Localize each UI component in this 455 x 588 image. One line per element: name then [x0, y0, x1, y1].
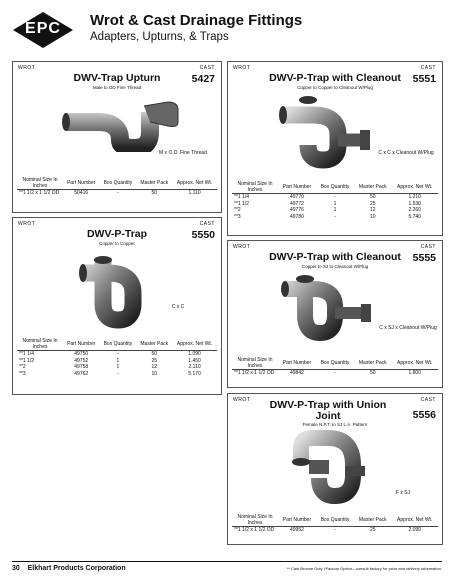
col-pack: Master Pack [140, 180, 169, 186]
col-box: Box Quantity [320, 184, 350, 190]
spec-table [17, 177, 217, 197]
cast-label: CAST [199, 65, 215, 71]
col-pack: Master Pack [358, 517, 387, 523]
col-wt: Approx. Net Wt. [176, 341, 213, 347]
product-description: Copper to SJ to Cleanout W/Plug [301, 264, 369, 269]
col-pack: Master Pack [358, 184, 387, 190]
p-trap-image [73, 248, 163, 330]
product-card-5550 [12, 217, 222, 395]
product-name: DWV-P-Trap with Cleanout [269, 251, 401, 263]
product-card-5555 [227, 240, 443, 388]
product-description: Copper to Copper to Cleanout W/Plug [297, 85, 373, 90]
wrot-label: WROT [18, 221, 36, 227]
product-card-5556 [227, 393, 443, 545]
col-box: Box Quantity [103, 341, 133, 347]
spec-table [17, 338, 217, 377]
col-wt: Approx. Net Wt. [397, 517, 433, 523]
col-part: Part Number [282, 517, 312, 523]
col-part: Part Number [282, 360, 312, 366]
footer-notes: ** Cast Bronze Only †Factory Option—consult factory for price and delivery information. [286, 566, 442, 571]
col-size: Nominal Size In Inches [22, 338, 58, 350]
product-number: 5550 [191, 229, 215, 241]
product-name: DWV-Trap Upturn [73, 72, 161, 84]
p-trap-cleanout-sj-image [273, 271, 383, 343]
col-part: Part Number [282, 184, 312, 190]
trap-upturn-image [58, 92, 188, 152]
product-number: 5427 [191, 73, 215, 85]
col-pack: Master Pack [140, 341, 169, 347]
table-row: **1 1/2 x 1 1/2 OD 49842 - 50 1.800 [234, 370, 421, 376]
col-box: Box Quantity [320, 360, 350, 366]
table-row: **2 49776 1 12 2.260 [234, 207, 421, 213]
connection-type: C x C x Cleanout W/Plug [378, 150, 434, 156]
table-row: **1 1/2 49772 1 25 1.530 [234, 200, 421, 207]
product-description: Copper to Copper [99, 241, 135, 246]
table-row: **1 1/4 49750 - 50 1.090 [19, 351, 201, 357]
table-row: **3 49780 - 10 5.740 [234, 213, 421, 220]
col-part: Part Number [67, 341, 96, 347]
product-number: 5551 [412, 73, 436, 85]
wrot-label: WROT [233, 244, 251, 250]
table-row: **3 49762 - 10 5.170 [19, 370, 201, 377]
product-name: DWV-P-Trap [86, 228, 148, 240]
cast-label: CAST [420, 397, 436, 403]
p-trap-union-image [283, 430, 393, 506]
table-row: **1 1/4 49770 - 50 1.210 [234, 194, 421, 200]
page-subtitle: Adapters, Upturns, & Traps [90, 31, 229, 43]
cast-label: CAST [420, 65, 436, 71]
wrot-label: WROT [233, 397, 251, 403]
company-name: Elkhart Products Corporation [27, 565, 126, 572]
col-wt: Approx. Net Wt. [176, 180, 213, 186]
connection-type: M x O.D. Fine Thread [159, 150, 207, 156]
product-card-5427 [12, 61, 222, 213]
connection-type: C x C [171, 304, 185, 310]
page-footer-left [12, 565, 126, 572]
logo-text: EPC [25, 20, 61, 37]
col-wt: Approx. Net Wt. [397, 360, 433, 366]
product-number: 5556 [412, 409, 436, 421]
cast-label: CAST [199, 221, 215, 227]
product-card-5551 [227, 61, 443, 236]
table-row: **1 1/2 49752 1 25 1.450 [19, 357, 201, 364]
col-size: Nominal Size In Inches [22, 177, 58, 189]
wrot-label: WROT [18, 65, 36, 71]
col-box: Box Quantity [320, 517, 350, 523]
product-description: Female N.P.T. to SJ L.A. Pattern [302, 422, 368, 427]
table-row: **2 49758 1 12 2.110 [19, 364, 201, 370]
page-number: 30 [12, 565, 20, 572]
table-row: **1 1/2 x 1 1/2 OD 50416 - 50 1.110 [19, 190, 201, 196]
product-description: Male to OD Fine Thread [92, 85, 142, 90]
product-name: DWV-P-Trap with Union Joint [269, 399, 387, 422]
connection-type: C x SJ x Cleanout W/Plug [379, 325, 437, 331]
page-footer [12, 561, 442, 575]
spec-table [232, 181, 438, 220]
spec-table [232, 357, 438, 377]
col-size: Nominal Size In Inches [237, 514, 273, 526]
wrot-label: WROT [233, 65, 251, 71]
product-name: DWV-P-Trap with Cleanout [269, 72, 401, 84]
col-size: Nominal Size In Inches [237, 357, 273, 369]
p-trap-cleanout-image [268, 90, 378, 172]
cast-label: CAST [420, 244, 436, 250]
spec-table [232, 514, 438, 534]
epc-logo [12, 11, 74, 49]
col-box: Box Quantity [103, 180, 133, 186]
product-number: 5555 [412, 252, 436, 264]
table-row: **1 1/2 x 1 1/2 OD 49952 - 25 2.090 [234, 527, 421, 533]
col-part: Part Number [67, 180, 96, 186]
col-pack: Master Pack [358, 360, 387, 366]
col-wt: Approx. Net Wt. [397, 184, 433, 190]
connection-type: F x SJ [395, 490, 411, 496]
page-title: Wrot & Cast Drainage Fittings [90, 12, 303, 29]
col-size: Nominal Size In Inches [237, 181, 273, 193]
